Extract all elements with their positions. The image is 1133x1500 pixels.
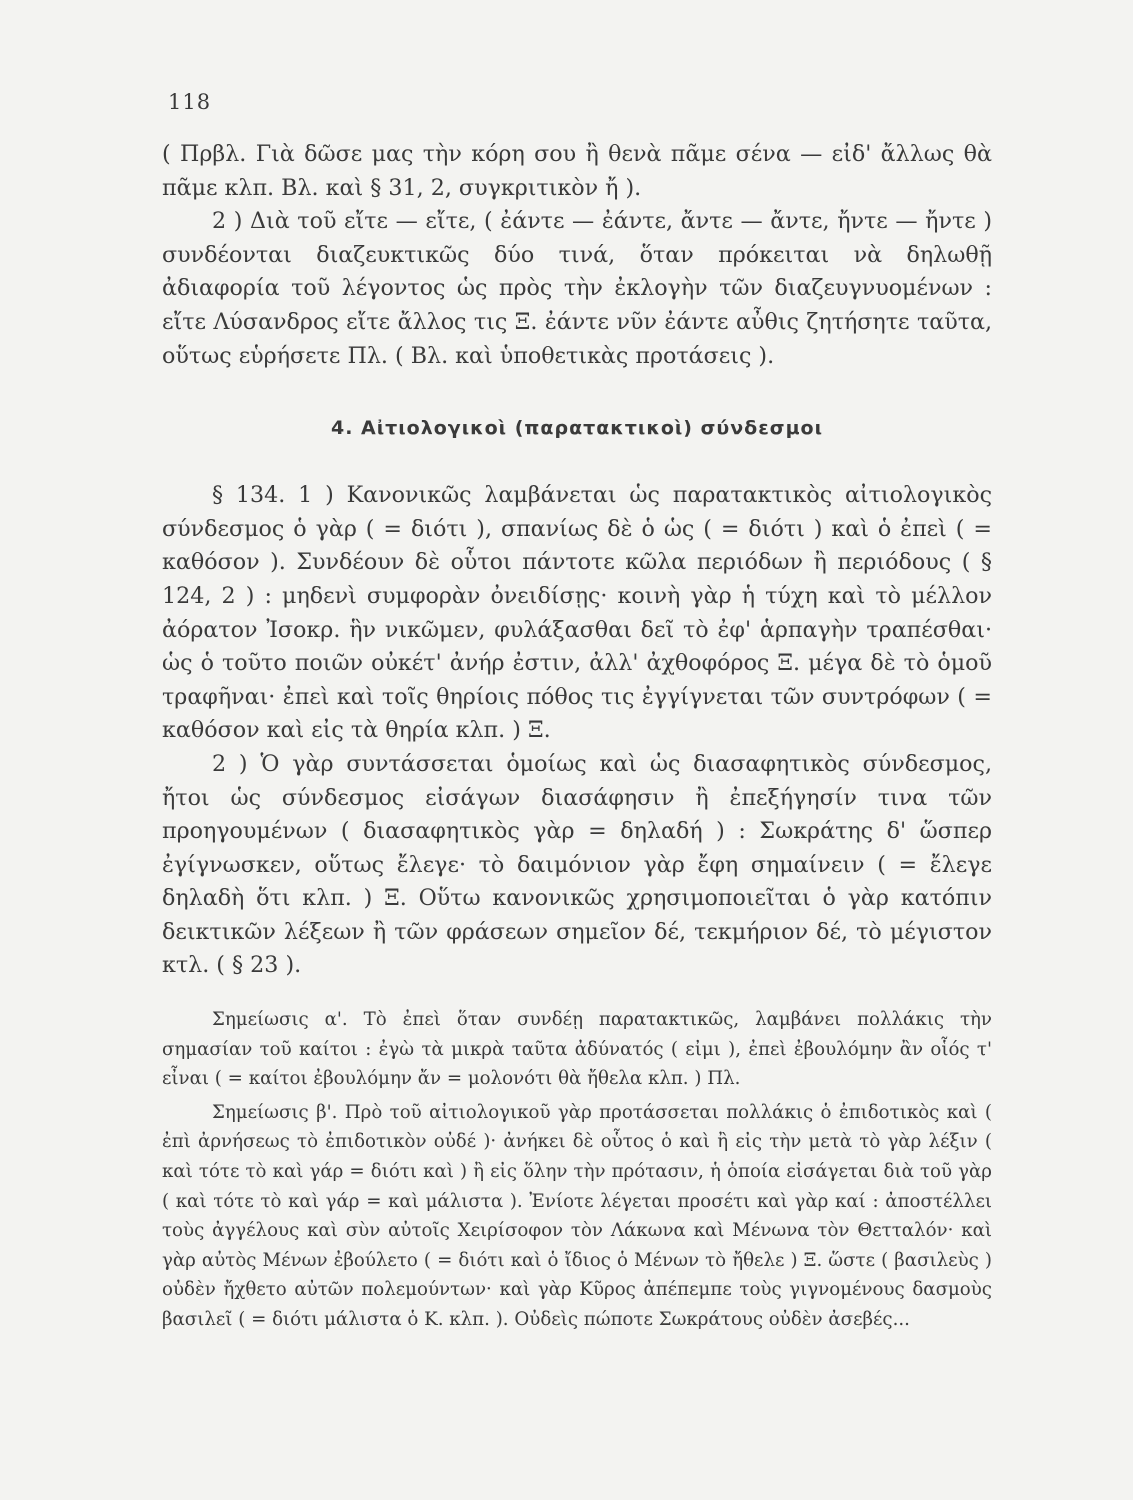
section-heading: 4. Αἰτιολογικοὶ (παρατακτικοὶ) σύνδεσμοι	[330, 417, 824, 440]
paragraph-2: 2 ) Διὰ τοῦ εἴτε — εἴτε, ( ἐάντε — ἐάντε, ἄντε — ἄντε, ἤντε — ἤντε ) συνδέονται διαζευκτικῶς δύο τινά, ὅταν πρόκειται νὰ δηλωθῇ ἀδιαφορία τοῦ λέγοντος ὡς πρὸς τὴν ἐκλογὴν τῶν διαζευγνυομένων : εἴτε Λύσανδρος εἴτε ἄλλος τις Ξ. ἐάντε νῦν ἐάντε αὖθις ζητήσητε ταῦτα, οὕτως εὑρήσετε Πλ. ( Βλ. καὶ ὑποθετικὰς προτάσεις ).	[162, 208, 992, 369]
page-number: 118	[168, 90, 212, 114]
note-b: Σημείωσις β'. Πρὸ τοῦ αἰτιολογικοῦ γὰρ προτάσσεται πολλάκις ὁ ἐπιδοτικὸς καὶ ( ἐπὶ ἀρνήσεως τὸ ἐπιδοτικὸν οὐδέ )· ἀνήκει δὲ οὗτος ὁ καὶ ἢ εἰς τὴν μετὰ τὸ γὰρ λέξιν ( καὶ τότε τὸ καὶ γάρ = διότι καὶ ) ἢ εἰς ὅλην τὴν πρότασιν, ἡ ὁποία εἰσάγεται διὰ τοῦ γὰρ ( καὶ τότε τὸ καὶ γάρ = καὶ μάλιστα ). Ἐνίοτε λέγεται προσέτι καὶ γὰρ καί : ἀποστέλλει τοὺς ἀγγέλους καὶ σὺν αὐτοῖς Χειρίσοφον τὸν Λάκωνα καὶ Μένωνα τὸν Θετταλόν· καὶ γὰρ αὐτὸς Μένων ἐβούλετο ( = διότι καὶ ὁ ἴδιος ὁ Μένων τὸ ἤθελε ) Ξ. ὥστε ( βασιλεὺς ) οὐδὲν ἤχθετο αὐτῶν πολεμούντων· καὶ γὰρ Κῦρος ἀπέπεμπε τοὺς γιγνομένους δασμοὺς βασιλεῖ ( = διότι μάλιστα ὁ Κ. κλπ. ). Οὐδεὶς πώποτε Σωκράτους οὐδὲν ἀσεβές...	[162, 1101, 992, 1330]
section-134-part2: 2 ) Ὁ γὰρ συντάσσεται ὁμοίως καὶ ὡς διασαφητικὸς σύνδεσμος, ἤτοι ὡς σύνδεσμος εἰσάγων διασάφησιν ἢ ἐπεξήγησίν τινα τῶν προηγουμένων ( διασαφητικὸς γὰρ = δηλαδή ) : Σωκράτης δ' ὥσπερ ἐγίγνωσκεν, οὕτως ἔλεγε· τὸ δαιμόνιον γὰρ ἔφη σημαίνειν ( = ἔλεγε δηλαδὴ ὅτι κλπ. ) Ξ. Οὕτω κανονικῶς χρησιμοποιεῖται ὁ γὰρ κατόπιν δεικτικῶν λέξεων ἢ τῶν φράσεων σημεῖον δέ, τεκμήριον δέ, τὸ μέγιστον κτλ. ( § 23 ).	[162, 750, 992, 979]
intro-paragraph: ( Πρβλ. Γιὰ δῶσε μας τὴν κόρη σου ἢ θενὰ πᾶμε σένα — εἰδ' ἄλλως θὰ πᾶμε κλπ. Βλ. καὶ § 31, 2, συγκριτικὸν ἤ ).	[162, 141, 992, 201]
note-a: Σημείωσις α'. Τὸ ἐπεὶ ὅταν συνδέῃ παρατακτικῶς, λαμβάνει πολλάκις τὴν σημασίαν τοῦ καίτοι : ἐγὼ τὰ μικρὰ ταῦτα ἀδύνατός ( εἰμι ), ἐπεὶ ἐβουλόμην ἂν οἷός τ' εἶναι ( = καίτοι ἐβουλόμην ἄν = μολονότι θὰ ἤθελα κλπ. ) Πλ.	[162, 1009, 992, 1090]
page-body	[162, 138, 992, 1335]
section-134-part1: § 134. 1 ) Κανονικῶς λαμβάνεται ὡς παρατακτικὸς αἰτιολογικὸς σύνδεσμος ὁ γὰρ ( = διότι ), σπανίως δὲ ὁ ὡς ( = διότι ) καὶ ὁ ἐπεὶ ( = καθόσον ). Συνδέουν δὲ οὗτοι πάντοτε κῶλα περιόδων ἢ περιόδους ( § 124, 2 ) : μηδενὶ συμφορὰν ὀνειδίσῃς· κοινὴ γὰρ ἡ τύχη καὶ τὸ μέλλον ἀόρατον Ἰσοκρ. ἣν νικῶμεν, φυλάξασθαι δεῖ τὸ ἐφ' ἁρπαγὴν τραπέσθαι· ὡς ὁ τοῦτο ποιῶν οὐκέτ' ἀνήρ ἐστιν, ἀλλ' ἀχθοφόρος Ξ. μέγα δὲ τὸ ὁμοῦ τραφῆναι· ἐπεὶ καὶ τοῖς θηρίοις πόθος τις ἐγγίγνεται τῶν συντρόφων ( = καθόσον καὶ εἰς τὰ θηρία κλπ. ) Ξ.	[162, 482, 992, 744]
